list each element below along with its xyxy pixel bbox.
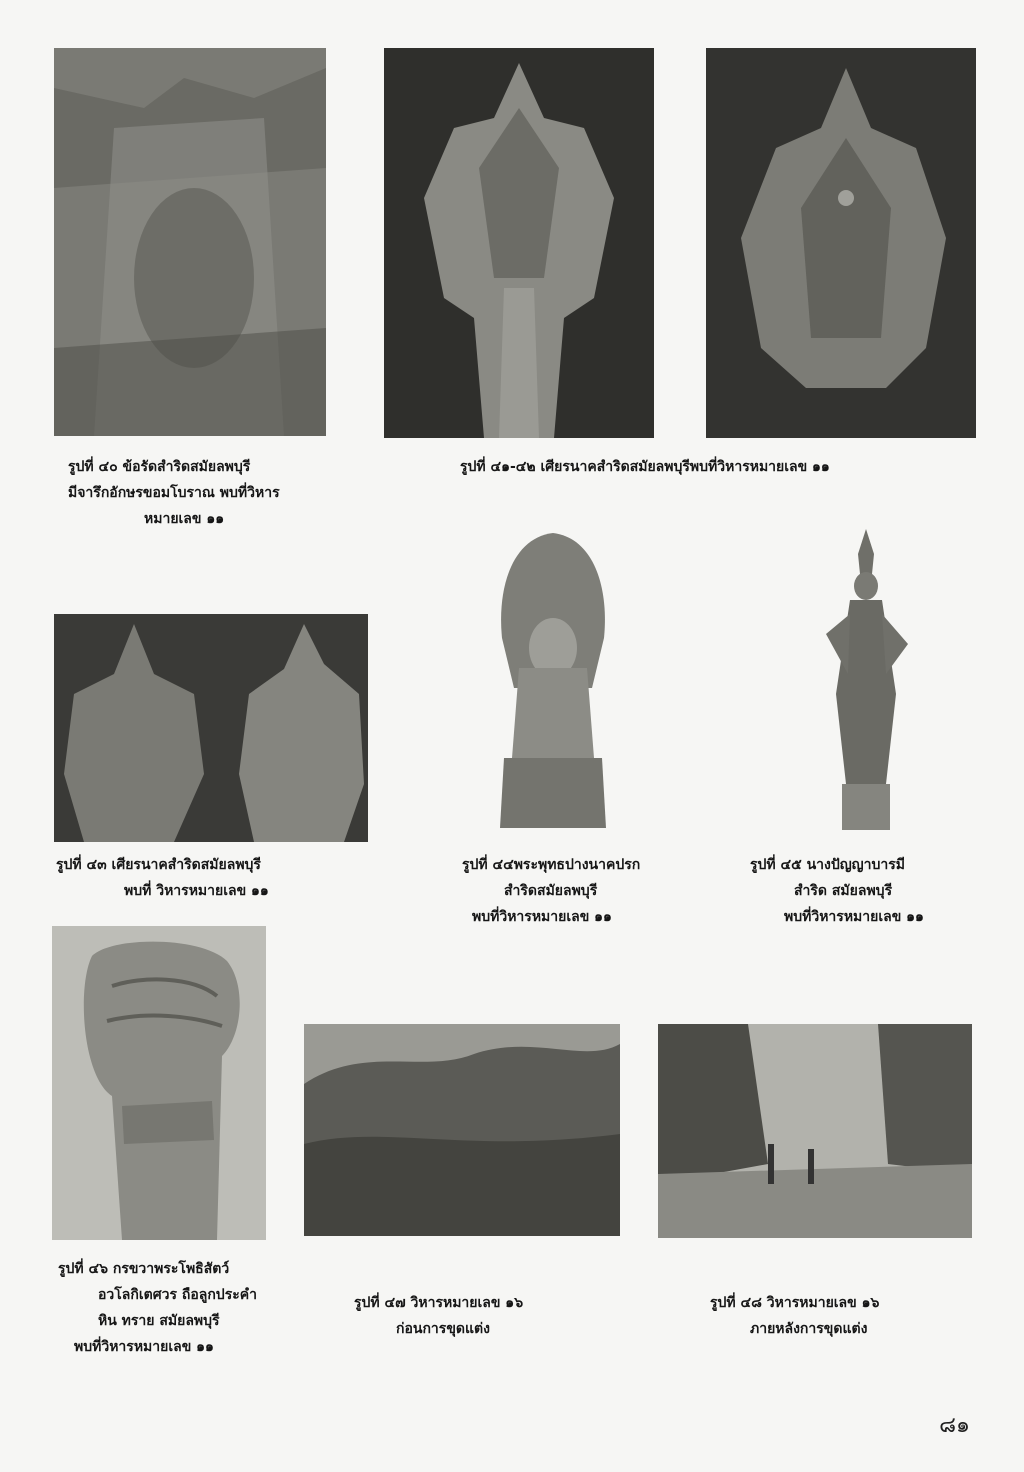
photo-naga-head-fig42	[706, 48, 976, 438]
photo-vihara-after-fig48	[658, 1024, 972, 1238]
caption-fig40	[68, 454, 280, 532]
caption-line: อวโลกิเตศวร ถือลูกประคำ	[98, 1287, 257, 1303]
photo-hand-fig46	[52, 926, 266, 1240]
caption-line: พบที่วิหารหมายเลข ๑๑	[472, 909, 612, 925]
caption-fig47-sub	[396, 1316, 490, 1342]
caption-line: รูปที่ ๔๐ ข้อรัดสำริดสมัยลพบุรี	[68, 459, 251, 475]
caption-fig43	[56, 852, 269, 904]
caption-line: รูปที่ ๔๕ นางปัญญาบารมี	[750, 857, 905, 873]
caption-line: ก่อนการขุดแต่ง	[396, 1321, 490, 1337]
caption-fig46	[58, 1256, 257, 1360]
photo-naga-heads-fig43	[54, 614, 368, 842]
photo-buddha-naga-fig44	[494, 528, 612, 828]
caption-line: รูปที่ ๔๔พระพุทธปางนาคปรก	[462, 857, 641, 873]
caption-line: มีจารึกอักษรขอมโบราณ พบที่วิหาร	[68, 485, 280, 501]
caption-line: รูปที่ ๔๗ วิหารหมายเลข ๑๖	[354, 1295, 524, 1311]
caption-line: สำริด สมัยลพบุรี	[794, 883, 893, 899]
photo-bronze-bracelet-fig40	[54, 48, 326, 436]
caption-fig48	[710, 1290, 879, 1342]
caption-line: หมายเลข ๑๑	[144, 511, 225, 527]
caption-line: พบที่วิหารหมายเลข ๑๑	[784, 909, 924, 925]
caption-line: รูปที่ ๔๓ เศียรนาคสำริดสมัยลพบุรี	[56, 857, 261, 873]
caption-fig47	[354, 1290, 523, 1316]
photo-prajnaparamita-fig45	[816, 524, 916, 834]
caption-line: พบที่วิหารหมายเลข ๑๑	[74, 1339, 214, 1355]
caption-line: สำริดสมัยลพบุรี	[504, 883, 598, 899]
caption-line: รูปที่ ๔๑-๔๒ เศียรนาคสำริดสมัยลพบุรีพบที่วิหารหมายเลข ๑๑	[460, 459, 830, 475]
photo-vihara-before-fig47	[304, 1024, 620, 1236]
caption-fig41-42	[460, 454, 830, 480]
caption-line: รูปที่ ๔๖ กรขวาพระโพธิสัตว์	[58, 1261, 230, 1277]
caption-line: รูปที่ ๔๘ วิหารหมายเลข ๑๖	[710, 1295, 880, 1311]
caption-line: หิน ทราย สมัยลพบุรี	[98, 1313, 220, 1329]
caption-fig45	[750, 852, 924, 930]
caption-line: ภายหลังการขุดแต่ง	[750, 1321, 868, 1337]
caption-fig44	[462, 852, 640, 930]
page-number: ๘๑	[939, 1413, 970, 1438]
photo-naga-head-fig41	[384, 48, 654, 438]
caption-line: พบที่ วิหารหมายเลข ๑๑	[124, 883, 269, 899]
